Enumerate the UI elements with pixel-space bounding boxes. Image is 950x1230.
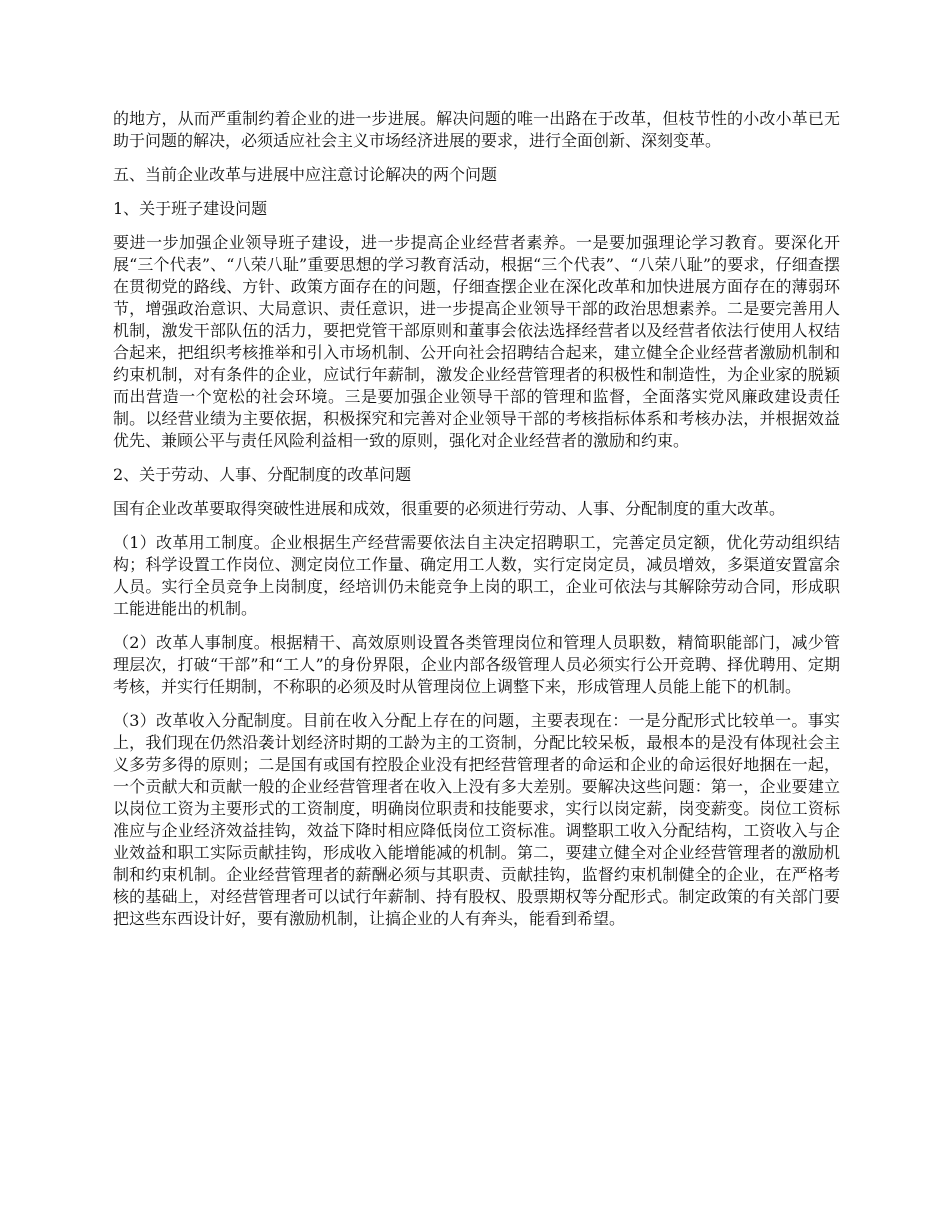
paragraph-intro-continuation: 的地方，从而严重制约着企业的进一步进展。解决问题的唯一出路在于改革，但枝节性的小改小革已无助于问题的解决，必须适应社会主义市场经济进展的要求，进行全面创新、深刻变革。: [113, 109, 840, 150]
paragraph-employment-reform: （1）改革用工制度。企业根据生产经营需要依法自主决定招聘职工，完善定员定额，优化劳动组织结构；科学设置工作岗位、测定岗位工作量、确定用工人数，实行定岗定员，减员增效，多渠道安置富余人员。实行全员竞争上岗制度，经培训仍未能竞争上岗的职工，企业可依法与其解除劳动合同，形成职工能进能出的机制。: [113, 533, 840, 618]
subheading-labor-reform: 2、关于劳动、人事、分配制度的改革问题: [113, 465, 412, 484]
paragraph-income-reform: （3）改革收入分配制度。目前在收入分配上存在的问题，主要表现在：一是分配形式比较单一。事实上，我们现在仍然沿袭计划经济时期的工龄为主的工资制，分配比较呆板，最根本的是没有体现社会主义多劳多得的原则；二是国有或国有控股企业没有把经营管理者的命运和企业的命运很好地捆在一起，一个贡献大和贡献一般的企业经营管理者在收入上没有多大差别。要解决这些问题：第一，企业要建立以岗位工资为主要形式的工资制度，明确岗位职责和技能要求，实行以岗定薪，岗变薪变。岗位工资标准应与企业经济效益挂钩，效益下降时相应降低岗位工资标准。调整职工收入分配结构，工资收入与企业效益和职工实际贡献挂钩，形成收入能增能减的机制。第二，要建立健全对企业经营管理者的激励机制和约束机制。企业经营管理者的薪酬必须与其职责、贡献挂钩，监督约束机制健全的企业，在严格考核的基础上，对经营管理者可以试行年薪制、持有股权、股票期权等分配形式。制定政策的有关部门要把这些东西设计好，要有激励机制，让搞企业的人有奔头，能看到希望。: [113, 711, 840, 928]
paragraph-leadership: 要进一步加强企业领导班子建设，进一步提高企业经营者素养。一是要加强理论学习教育。要深化开展“三个代表”、“八荣八耻”重要思想的学习教育活动，根据“三个代表”、“八荣八耻”的要求，仔细查摆在贯彻党的路线、方针、政策方面存在的问题，仔细查摆企业在深化改革和加快进展方面存在的薄弱环节，增强政治意识、大局意识、责任意识，进一步提高企业领导干部的政治思想素养。二是要完善用人机制，激发干部队伍的活力，要把党管干部原则和董事会依法选择经营者以及经营者依法行使用人权结合起来，把组织考核推举和引入市场机制、公开向社会招聘结合起来，建立健全企业经营者激励机制和约束机制，对有条件的企业，应试行年薪制，激发企业经营管理者的积极性和制造性，为企业家的脱颖而出营造一个宽松的社会环境。三是要加强企业领导干部的管理和监督，全面落实党风廉政建设责任制。以经营业绩为主要依据，积极探究和完善对企业领导干部的考核指标体系和考核办法，并根据效益优先、兼顾公平与责任风险利益相一致的原则，强化对企业经营者的激励和约束。: [113, 233, 840, 450]
document-body: [113, 108, 840, 942]
paragraph-reform-intro: 国有企业改革要取得突破性进展和成效，很重要的必须进行劳动、人事、分配制度的重大改革。: [113, 499, 786, 518]
section-heading-five: 五、当前企业改革与进展中应注意讨论解决的两个问题: [113, 165, 498, 184]
paragraph-personnel-reform: （2）改革人事制度。根据精干、高效原则设置各类管理岗位和管理人员职数，精简职能部门，减少管理层次，打破“干部”和“工人”的身份界限，企业内部各级管理人员必须实行公开竞聘、择优聘用、定期考核，并实行任期制，不称职的必须及时从管理岗位上调整下来，形成管理人员能上能下的机制。: [113, 633, 840, 696]
subheading-leadership: 1、关于班子建设问题: [113, 199, 268, 218]
